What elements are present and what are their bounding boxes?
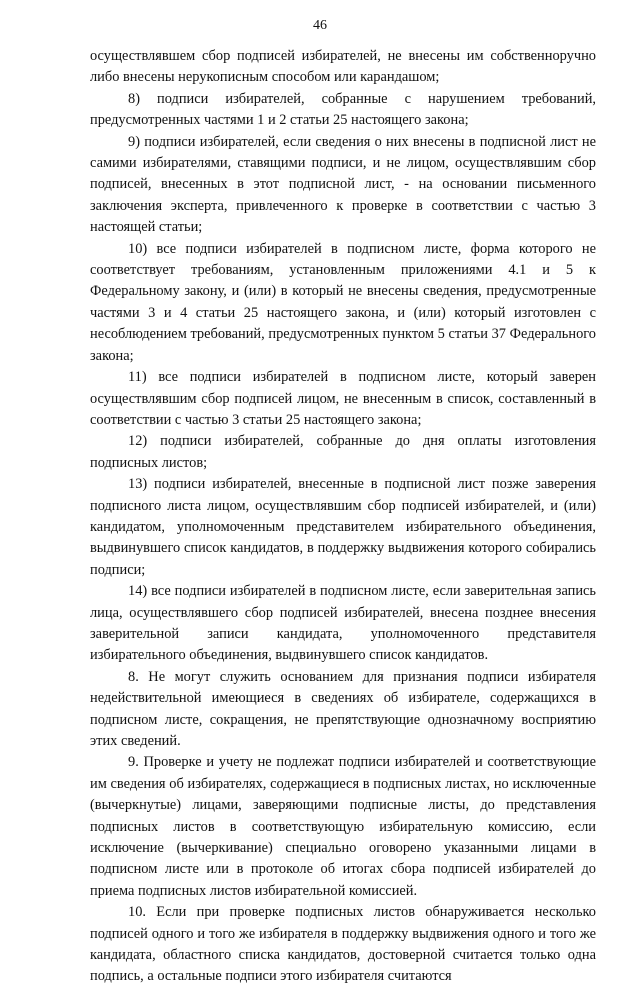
paragraph-part-9: 9. Проверке и учету не подлежат подписи избирателей и соответствующие им сведения об избирателях, содержащиеся в подписных листах, но исключенные (вычеркнутые) лицами, заверяющими подписные листы, до представления подписных листов в соответствующую избирательную комиссию, если исключение (вычеркивание) специально оговорено указанными лицами в подписном листе или в протоколе об итогах сбора подписей избирателей до приема подписных листов избирательной комиссией. xyxy=(90,754,596,899)
paragraph-part-8: 8. Не могут служить основанием для признания подписи избирателя недействительной имеющиеся в сведениях об избирателе, содержащихся в подписном листе, сокращения, не препятствующие однозначному восприятию этих сведений. xyxy=(90,668,596,749)
paragraph-item-10: 10) все подписи избирателей в подписном листе, форма которого не соответствует требованиям, установленным приложениями 4.1 и 5 к Федеральному закону, и (или) в который не внесены сведения, предусмотренные частями 3 и 4 статьи 25 настоящего закона, и (или) который изготовлен с несоблюдением требований, предусмотренных пунктом 5 статьи 37 Федерального закона; xyxy=(90,240,596,364)
document-body xyxy=(90,46,596,988)
paragraph-item-13: 13) подписи избирателей, внесенные в подписной лист позже заверения подписного листа лицом, осуществлявшим сбор подписей избирателей, и (или) кандидатом, уполномоченным представителем избирательного объединения, выдвинувшего список кандидатов, в поддержку выдвижения которого собирались подписи; xyxy=(90,476,596,578)
paragraph-part-10: 10. Если при проверке подписных листов обнаруживается несколько подписей одного и того же избирателя в поддержку выдвижения одного и того же кандидата, областного списка кандидатов, достоверной считается только одна подпись, а остальные подписи этого избирателя считаются xyxy=(90,904,596,985)
paragraph-item-12: 12) подписи избирателей, собранные до дня оплаты изготовления подписных листов; xyxy=(90,433,596,471)
page-number: 46 xyxy=(313,18,327,33)
paragraph-item-14: 14) все подписи избирателей в подписном листе, если заверительная запись лица, осуществлявшего сбор подписей избирателей, внесена позднее внесения заверительной записи кандидата, уполномоченного представителя избирательного объединения, выдвинувшего список кандидатов. xyxy=(90,583,596,664)
paragraph-item-9: 9) подписи избирателей, если сведения о них внесены в подписной лист не самими избирателями, ставящими подписи, и не лицом, осуществлявшим сбор подписей, внесенных в этот подписной лист, - на основании письменного заключения эксперта, привлеченного к проверке в соответствии с частью 3 настоящей статьи; xyxy=(90,133,596,236)
paragraph-continuation: осуществлявшем сбор подписей избирателей, не внесены им собственноручно либо внесены нерукописным способом или карандашом; xyxy=(90,48,596,86)
paragraph-item-11: 11) все подписи избирателей в подписном листе, который заверен осуществлявшим сбор подписей лицом, не внесенным в список, составленный в соответствии с частью 3 статьи 25 настоящего закона; xyxy=(90,369,596,428)
paragraph-item-8: 8) подписи избирателей, собранные с нарушением требований, предусмотренных частями 1 и 2 статьи 25 настоящего закона; xyxy=(90,90,596,129)
